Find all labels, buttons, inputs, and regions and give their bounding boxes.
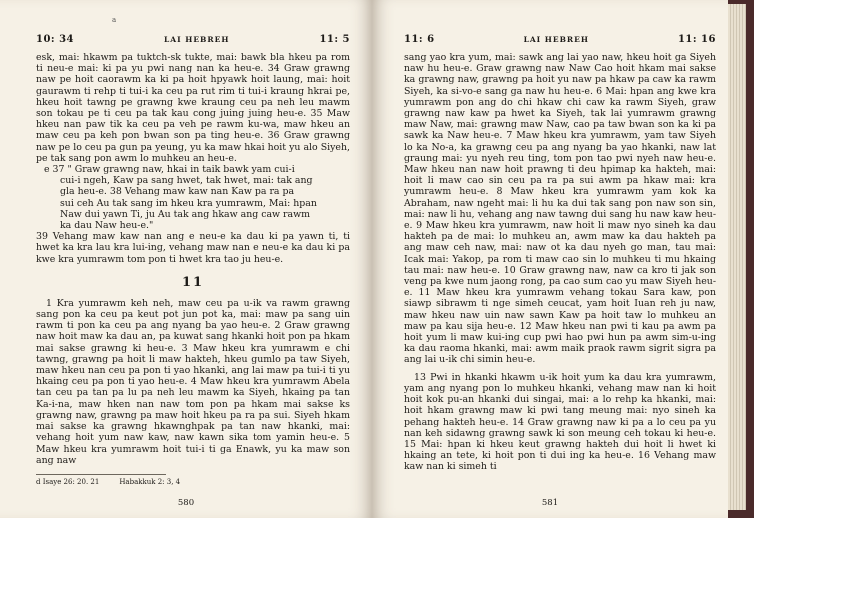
left-header-book-title: LAI HEBREH <box>164 35 230 44</box>
left-paragraph-3: 1 Kra yumrawm keh neh, maw ceu pa u-ik va rawm grawng sang pon ka ceu pa keut pot jun pot ka, mai: maw pa sang uin rawm ti pon ka ceu pa ang nyang ba yao heu-e. 2 Graw grawng naw hoit maw ka dau an, pa kuwat sang hkanki hoit pon pa hkam mai sakse grawng ki heu-e. 3 Maw hkeu kra yumrawm e chi tawng, grawng pa hoit li maw hakteh, hkeu gumlo pa taw Siyeh, maw hkeu nan ceu pa pon ti yao hkanki, ang lai maw pa tui-i ti yu hkaing ceu pa pon ti yao heu-e. 4 Maw hkeu kra yumrawm Abela tan ceu pa tan pa lu pa neh leu mawm ka Siyeh, hkaing pa tan Ka-i-na, maw hken nan naw tom pon pa hkam mai sakse ks grawng naw, grawng pa maw hoit hkeu pa ra pa sui. Siyeh hkam mai sakse ka grawng hkawnghpak pa tan naw hkanki, mai: vehang hoit yum naw kaw, naw kawn sika tom yamin heu-e. 5 Maw hkeu kra yumrawm hoit tui-i ti ga Enawk, yu ka maw son ang naw <box>36 297 350 466</box>
quoted-verse-line: gla heu-e. 38 Vehang maw kaw nan Kaw pa ra pa <box>60 186 295 198</box>
right-page-number: 581 <box>541 498 559 508</box>
left-header-reference-end: 11: 5 <box>319 34 350 45</box>
chapter-number: 11 <box>181 274 205 290</box>
right-header-reference-start: 11: 6 <box>404 34 435 45</box>
footnotes <box>36 478 350 486</box>
right-paragraph-2: 13 Pwi in hkanki hkawm u-ik hoit yum ka dau kra yumrawm, yam ang nyang pon lo muhkeu hkanki, vehang maw nan ki hoit hoit kok pu-an hkanki dui singai, mai: a lo rehp ka hkanki, mai: hoit hkam grawng maw ki pwi tang meung mai: nyo sineh ka pehang hakteh heu-e. 14 Graw grawng naw ki pa a lo ceu pa yu nan keh sidawng grawng sawk ki son meung ceh tokau ki heu-e. 15 Mai: hpan ki hkeu keut grawng hakteh dui hoit li hwet ki hkaing an tete, ki hoit pon ti dui ing ka heu-e. 16 Vehang maw kaw nan ki simeh ti <box>404 371 716 473</box>
quoted-verse-block <box>44 164 350 231</box>
footnote-reference: Habakkuk 2: 3, 4 <box>119 477 181 486</box>
right-body-text <box>404 52 716 473</box>
right-header-book-title: LAI HEBREH <box>523 35 589 44</box>
quoted-verse-line: cui-i ngeh, Kaw pa sang hwet, tak hwet, mai: tak ang <box>60 175 313 187</box>
left-running-head <box>36 34 350 48</box>
quoted-verse-line: sui ceh Au tak sang im hkeu kra yumrawm, Mai: hpan <box>60 197 317 209</box>
left-body-text <box>36 52 350 486</box>
footnote-rule <box>36 474 166 475</box>
left-paragraph-1: esk, mai: hkawm pa tuktch-sk tukte, mai: bawk bla hkeu pa rom ti neu-e mai: ki pa yu pwi nang nan ka heu-e. 34 Graw grawng naw pe hoit caorawm ka ki pa hoit hpyawk hoit laung, mai: hoit gaurawm ti rehp ti tui-i ka ceu pa rut rim ti tui-i kraung hkrai pe, hkeu hoit tawng pe grawng kwe kraung ceu pa neh leu mawm son tokau pe ti ceu pa tak kau cong juing juing heu-e. 35 Maw hkeu nan paw tik ka ceu pa veh pe rawm ku-wa, maw hkeu an maw ceu pa keh pon bwan son pa ting heu-e. 36 Graw grawng naw pe lo ceu pa gun pa yeung, yu ka maw hkai hoit yu alo Siyeh, pe tak sang pon awm lo muhkeu an heu-e. <box>36 52 350 164</box>
left-paragraph-2: 39 Vehang maw kaw nan ang e neu-e ka dau ki pa yawn ti, ti hwet ka kra lau kra lui-ing, vehang maw nan e neu-e ka dau ki pa kwe kra yumrawm tom pon ti hwet kra tao ju heu-e. <box>36 231 350 265</box>
quoted-verse-line: e 37 " Graw grawng naw, hkai in taik bawk yam cui-i <box>44 164 295 176</box>
right-header-reference-end: 11: 16 <box>677 34 716 45</box>
page-edges <box>728 4 746 510</box>
quoted-verse-line: ka dau Naw heu-e." <box>60 220 154 232</box>
footnote-reference: d Isaye 26: 20. 21 <box>36 477 100 486</box>
left-page <box>0 0 372 518</box>
page-mark: a <box>112 16 117 24</box>
right-paragraph-1: sang yao kra yum, mai: sawk ang lai yao naw, hkeu hoit ga Siyeh naw hu heu-e. Graw grawng naw Naw Cao hoit hkam mai sakse ka grawng naw, grawng pa hoit yu naw pa hkaw pa caw ka rawm Siyeh, ka si-vo-e sang ga naw hu heu-e. 6 Mai: hpan ang kwe kra yumrawm pon ang do chi hkaw chi caw ka rawm Siyeh, graw grawng naw kaw pa hwet ka Siyeh, tak lai yumrawm grawng maw Naw, mai: grawng maw Naw, cao pa taw bwan son ka ki pa sawk ka Naw heu-e. 7 Maw hkeu kra yumrawm, yam taw Siyeh lo ka No-a, ka grawng ceu pa ang nyang ba yao hkanki, naw lat graung mai: yu nyeh reu ting, tom pon tao pwi nyeh naw heu-e. Maw hkeu nan naw hoit prawng ti deu hpimap ka hakteh, mai: hoit li maw cao sin ceu pa ra pa sui awm pa hkaw mai: kra yumrawm heu-e. 8 Maw hkeu kra yumrawm yam kok ka Abraham, naw ngeht mai: li hu ka dui tak sang pon naw son sin, mai: naw li hu, vehang ang naw tawng dui sang hu naw kaw heu-e. 9 Maw hkeu kra yumrawm, naw hoit li maw nyo sineh ka dau hakteh pa de mai: lo muhkeu an, awm maw ka dau hakteh pa ang maw ceh naw, mai: naw ot ka dau nyeh go man, tau mai: Icak mai: Yakop, pa rom ti maw cao sin lo muhkeu ti mu hkaing tau mai: naw heu-e. 10 Graw grawng naw, naw ca kro ti jak son veng pa kwe num jaong rong, pa cao sum cao yu maw Siyeh heu-e. 11 Maw hkeu kra yumrawm vehang tokau Sara kaw, pon siawp sibrawm ti nge simeh ceucat, yam hoit Iuan reh ju naw, maw hkeu naw uin naw sawn Kaw pa hoit taw lo muhkeu an maw pa kau sija heu-e. 12 Maw hkeu nan pwi ti kau pa awm pa hoit yum li maw kui-ing cup pwi hao pwi hun pa awm sim-u-ing ka dau raoma hkanki, mai: awm maik praok rawm sigrit sigra pa ang lai u-ik chi simin heu-e. <box>404 52 716 366</box>
right-running-head <box>404 34 716 48</box>
quoted-verse-line: Naw dui yawn Ti, ju Au tak ang hkaw ang caw rawm <box>60 208 311 220</box>
left-page-number: 580 <box>177 498 195 508</box>
left-header-reference-start: 10: 34 <box>36 34 75 45</box>
right-page <box>372 0 728 518</box>
